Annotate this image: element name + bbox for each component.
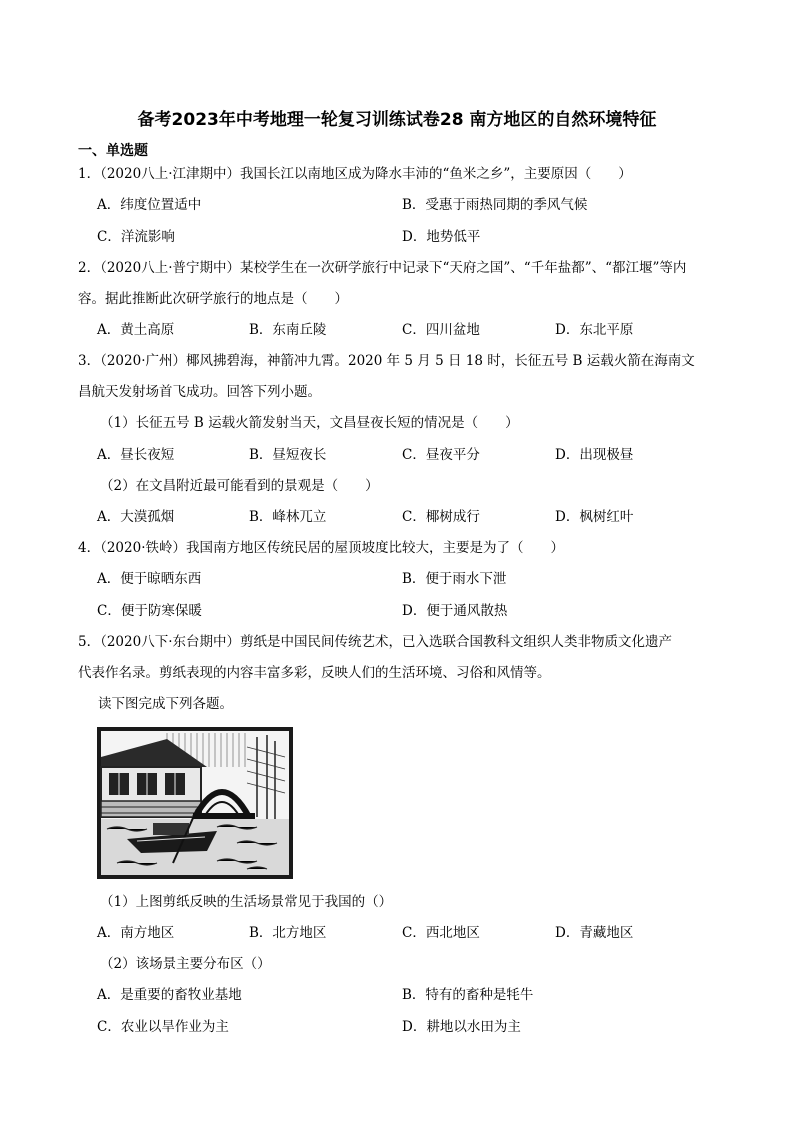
q3-sub2-option-c[interactable]: C．椰树成行 bbox=[402, 509, 480, 525]
q3-sub1-option-c[interactable]: C．昼夜平分 bbox=[402, 447, 480, 463]
q5-sub1-stem: （1）上图剪纸反映的生活场景常见于我国的（） bbox=[100, 894, 393, 910]
q2-option-c[interactable]: C．四川盆地 bbox=[402, 322, 480, 338]
q3-sub2-option-d[interactable]: D．枫树红叶 bbox=[555, 509, 634, 525]
q3-stem-line2: 昌航天发射场首飞成功。回答下列小题。 bbox=[78, 384, 321, 400]
q3-sub2-option-b[interactable]: B．峰林兀立 bbox=[249, 509, 327, 525]
q5-sub1-option-c[interactable]: C．西北地区 bbox=[402, 925, 480, 941]
q3-sub2-option-a[interactable]: A．大漠孤烟 bbox=[97, 509, 175, 525]
q5-sub2-option-c[interactable]: C．农业以旱作业为主 bbox=[97, 1019, 229, 1035]
q2-option-d[interactable]: D．东北平原 bbox=[555, 322, 634, 338]
section-heading: 一、单选题 bbox=[78, 143, 148, 159]
q5-sub2-option-a[interactable]: A．是重要的畜牧业基地 bbox=[97, 987, 242, 1003]
papercut-svg bbox=[97, 727, 293, 879]
q4-option-b[interactable]: B．便于雨水下泄 bbox=[402, 571, 507, 587]
q5-sub1-option-b[interactable]: B．北方地区 bbox=[249, 925, 327, 941]
q1-stem: 1．（2020八上·江津期中）我国长江以南地区成为降水丰沛的“鱼米之乡”，主要原因（ ） bbox=[78, 166, 632, 182]
q5-sub2-stem: （2）该场景主要分布区（） bbox=[100, 956, 271, 972]
q4-option-a[interactable]: A．便于晾晒东西 bbox=[97, 571, 202, 587]
q3-sub1-option-a[interactable]: A．昼长夜短 bbox=[97, 447, 175, 463]
q2-option-a[interactable]: A．黄土高原 bbox=[97, 322, 175, 338]
q5-stem-line2: 代表作名录。剪纸表现的内容丰富多彩，反映人们的生活环境、习俗和风情等。 bbox=[78, 665, 551, 681]
q2-option-b[interactable]: B．东南丘陵 bbox=[249, 322, 327, 338]
q3-stem-line1: 3．（2020·广州）椰风拂碧海，神箭冲九霄。2020 年 5 月 5 日 18 时，长征五号 B 运载火箭在海南文 bbox=[78, 353, 695, 369]
papercut-illustration bbox=[97, 727, 293, 879]
q4-option-d[interactable]: D．便于通风散热 bbox=[402, 603, 508, 619]
q2-stem-line1: 2．（2020八上·普宁期中）某校学生在一次研学旅行中记录下“天府之国”、“千年盐都”、“都江堰”等内 bbox=[78, 260, 687, 276]
q1-option-c[interactable]: C．洋流影响 bbox=[97, 229, 175, 245]
q5-stem-line1: 5．（2020八下·东台期中）剪纸是中国民间传统艺术，已入选联合国教科文组织人类非物质文化遗产 bbox=[78, 634, 672, 650]
q5-sub2-option-b[interactable]: B．特有的畜种是牦牛 bbox=[402, 987, 534, 1003]
q5-sub1-option-a[interactable]: A．南方地区 bbox=[97, 925, 175, 941]
q5-stem-line3: 读下图完成下列各题。 bbox=[98, 696, 233, 712]
q5-sub2-option-d[interactable]: D．耕地以水田为主 bbox=[402, 1019, 521, 1035]
q1-option-a[interactable]: A．纬度位置适中 bbox=[97, 197, 202, 213]
q3-sub1-option-d[interactable]: D．出现极昼 bbox=[555, 447, 634, 463]
q1-option-b[interactable]: B．受惠于雨热同期的季风气候 bbox=[402, 197, 588, 213]
q3-sub1-stem: （1）长征五号 B 运载火箭发射当天，文昌昼夜长短的情况是（ ） bbox=[100, 415, 519, 431]
q5-sub1-option-d[interactable]: D．青藏地区 bbox=[555, 925, 634, 941]
q1-option-d[interactable]: D．地势低平 bbox=[402, 229, 481, 245]
q3-sub2-stem: （2）在文昌附近最可能看到的景观是（ ） bbox=[100, 478, 379, 494]
q3-sub1-option-b[interactable]: B．昼短夜长 bbox=[249, 447, 327, 463]
q4-option-c[interactable]: C．便于防寒保暖 bbox=[97, 603, 202, 619]
q2-stem-line2: 容。据此推断此次研学旅行的地点是（ ） bbox=[78, 291, 348, 307]
page-title: 备考2023年中考地理一轮复习训练试卷28 南方地区的自然环境特征 bbox=[137, 110, 657, 130]
q4-stem: 4．（2020·铁岭）我国南方地区传统民居的屋顶坡度比较大，主要是为了（ ） bbox=[78, 540, 564, 556]
